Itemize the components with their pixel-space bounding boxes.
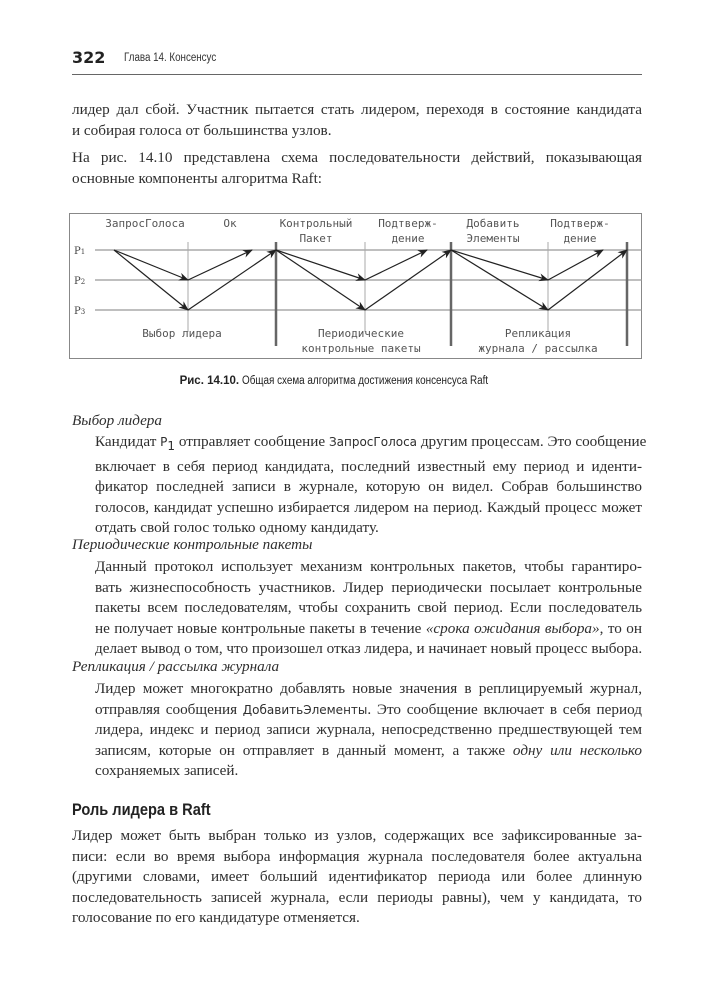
- message-label: дение: [391, 232, 425, 245]
- chapter-title: Глава 14. Консенсус: [124, 52, 217, 64]
- phase-label: контрольные пакеты: [301, 342, 421, 355]
- reply-arrow: [548, 250, 603, 280]
- definition-log-replication: Лидер может многократно добавлять новые значения в реплицируемый журнал, отправляя сообщения ДобавитьЭлементы. Это сообщение включает в себя период лидера, индекс и период записи журнала, непосредственно предшествующей тем записям, которые он отправляет в данный момент, а также одну или несколько сохраняемых записей.: [95, 680, 642, 779]
- figure-caption: [0, 375, 708, 387]
- page-number: 322: [72, 48, 106, 67]
- diagram-canvas: [70, 214, 643, 360]
- process-label: P2: [74, 276, 86, 287]
- reply-arrow: [365, 250, 427, 280]
- message-label: Элементы: [466, 232, 520, 245]
- message-arrow: [114, 250, 188, 280]
- message-arrow: [276, 250, 365, 280]
- message-label: Подтверж-: [378, 217, 438, 230]
- section-paragraph: Лидер может быть выбран только из узлов, содержащих все зафиксированные за- писи: если во время выбора информация журнала последователя более актуальна (другими словами, имеет больший идентификатор периода или более длинную последовательность записей журнала, если периоды равны), чем у кандидата, то голосование по его кандидатуре отменяется.: [72, 827, 642, 926]
- term-leader-election: Выбор лидера: [72, 412, 162, 429]
- phase-label: Выбор лидера: [142, 327, 222, 340]
- reply-arrow: [188, 250, 252, 280]
- message-label: дение: [563, 232, 597, 245]
- process-label: P1: [74, 246, 86, 257]
- intro-paragraph-2: На рис. 14.10 представлена схема последовательности действий, показывающая основные компоненты алгоритма Raft:: [72, 149, 642, 187]
- message-label: Подтверж-: [550, 217, 610, 230]
- message-label: Ок: [223, 217, 237, 230]
- message-arrow: [451, 250, 548, 280]
- phase-label: Репликация: [504, 327, 572, 340]
- phase-label: Периодические: [317, 327, 405, 340]
- process-index: 1: [80, 248, 86, 256]
- message-label: ЗапросГолоса: [105, 217, 185, 230]
- definition-leader-election: Кандидат $P_1$ отправляет сообщение ЗапросГолоса другим процессам. Это сообщение включает в себя период кандидата, последний известный ему период и иденти- фикатор последней записи в журнале, которую он видел. Собрав большинство голосов, кандидат успешно избирается лидером на период. Каждый процесс может отдать свой голос только одному кандидату.: [95, 433, 647, 537]
- message-label: Добавить: [466, 217, 520, 230]
- phase-label: журнала / рассылка: [478, 342, 598, 355]
- term-heartbeats: Периодические контрольные пакеты: [72, 536, 313, 553]
- figure-number: Рис. 14.10.: [179, 375, 240, 387]
- definition-heartbeats: Данный протокол использует механизм контрольных пакетов, чтобы гарантиро- вать жизнеспособность участников. Лидер периодически посылает контрольные пакеты всем последователям, чтобы сохранить свой период. Если последователь не получает новые контрольные пакеты в течение «срока ожидания выбора», то он делает вывод о том, что произошел отказ лидера, и начинает новый процесс выбора.: [95, 558, 643, 657]
- process-index: 3: [80, 308, 86, 316]
- process-label: P3: [74, 306, 86, 317]
- process-index: 2: [80, 278, 86, 286]
- raft-sequence-diagram: [69, 213, 642, 359]
- running-header: [72, 48, 642, 75]
- term-log-replication: Репликация / рассылка журнала: [72, 658, 280, 675]
- section-heading: Роль лидера в Raft: [72, 800, 211, 819]
- message-label: Пакет: [299, 232, 333, 245]
- intro-paragraph-1: лидер дал сбой. Участник пытается стать лидером, переходя в состояние кандидата и собирая голоса от большинства узлов.: [72, 101, 642, 139]
- figure-caption-text: Общая схема алгоритма достижения консенсуса Raft: [242, 375, 489, 387]
- message-label: Контрольный: [279, 217, 353, 230]
